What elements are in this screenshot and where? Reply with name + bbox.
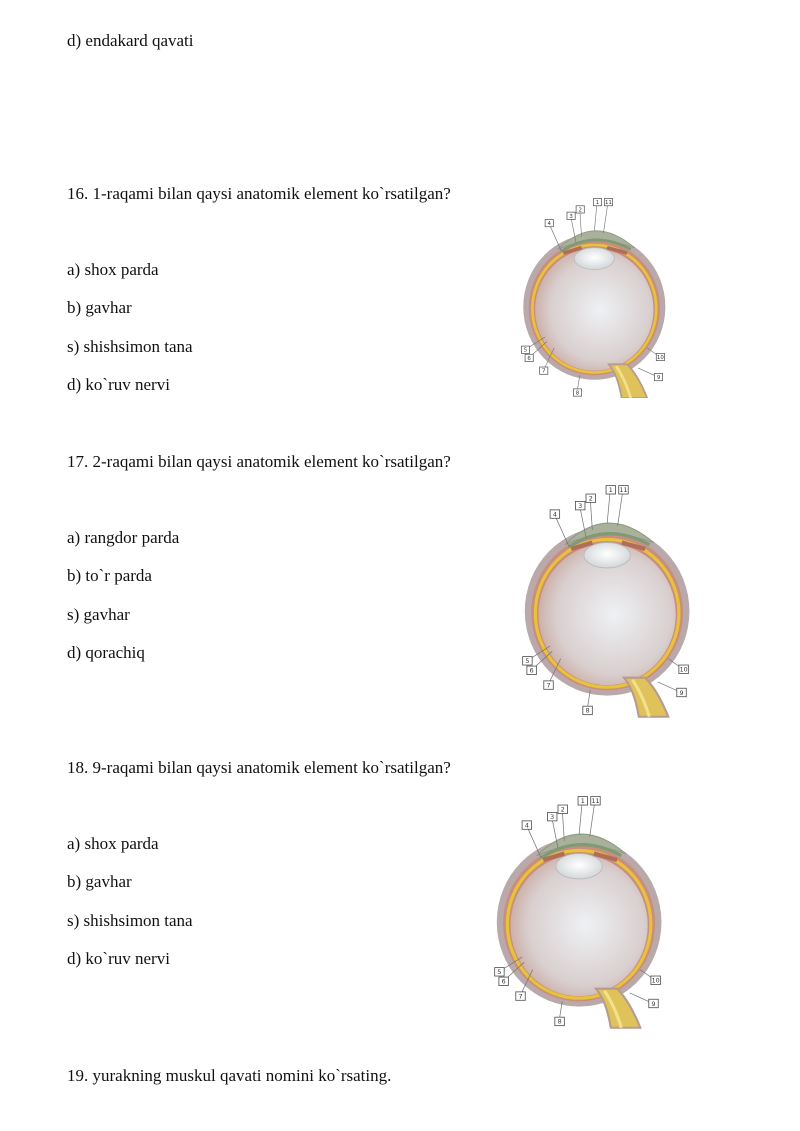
- svg-text:9: 9: [651, 1000, 656, 1008]
- svg-text:3: 3: [578, 502, 583, 510]
- diagram-label-11: [619, 486, 629, 495]
- diagram-label-9: [677, 688, 687, 697]
- svg-text:7: 7: [546, 682, 551, 690]
- q18-option-d: d) ko`ruv nervi: [67, 949, 170, 968]
- question-19: 19. yurakning muskul qavati nomini ko`rsating.: [67, 1066, 392, 1085]
- svg-text:8: 8: [575, 390, 580, 397]
- q18-option-b: b) gavhar: [67, 872, 132, 891]
- svg-text:9: 9: [656, 375, 661, 382]
- q16-option-d: d) ko`ruv nervi: [67, 375, 170, 394]
- diagram-label-9: [654, 373, 662, 381]
- q18-option-c: s) shishsimon tana: [67, 911, 193, 930]
- svg-text:10: 10: [651, 977, 660, 985]
- svg-text:3: 3: [550, 813, 555, 821]
- svg-text:8: 8: [585, 707, 590, 715]
- svg-text:2: 2: [560, 806, 565, 814]
- diagram-label-2: [586, 494, 596, 503]
- q17-option-b: b) to`r parda: [67, 566, 152, 585]
- q18-option-a: a) shox parda: [67, 834, 159, 853]
- q17-option-a: a) rangdor parda: [67, 528, 180, 547]
- question-18: 18. 9-raqami bilan qaysi anatomik element ko`rsatilgan?: [67, 758, 451, 777]
- diagram-label-10: [656, 353, 664, 361]
- diagram-label-6: [525, 354, 533, 362]
- diagram-label-1: [578, 797, 588, 806]
- svg-text:1: 1: [595, 200, 600, 207]
- eye-diagram-2: [510, 473, 700, 723]
- diagram-label-5: [495, 968, 505, 977]
- diagram-label-6: [499, 977, 509, 986]
- diagram-label-9: [649, 999, 659, 1008]
- svg-text:5: 5: [525, 658, 530, 666]
- svg-text:2: 2: [578, 207, 582, 214]
- svg-text:11: 11: [591, 798, 600, 806]
- diagram-label-11: [604, 198, 612, 206]
- svg-text:4: 4: [552, 511, 557, 519]
- svg-text:7: 7: [542, 368, 546, 375]
- eye-diagram-3: [482, 785, 672, 1033]
- svg-text:5: 5: [497, 969, 502, 977]
- svg-text:10: 10: [656, 355, 664, 362]
- diagram-label-7: [544, 681, 554, 690]
- q16-option-a: a) shox parda: [67, 260, 159, 279]
- svg-text:3: 3: [569, 213, 573, 220]
- diagram-label-7: [516, 992, 526, 1001]
- svg-text:5: 5: [523, 347, 528, 354]
- q16-option-c: s) shishsimon tana: [67, 337, 193, 356]
- diagram-label-3: [547, 812, 557, 821]
- question-17: 17. 2-raqami bilan qaysi anatomik element ko`rsatilgan?: [67, 452, 451, 471]
- prev-answer-option: d) endakard qavati: [67, 31, 194, 50]
- diagram-label-6: [527, 666, 537, 675]
- svg-text:6: 6: [529, 667, 534, 675]
- diagram-label-11: [591, 797, 601, 806]
- diagram-label-4: [522, 821, 532, 830]
- svg-text:1: 1: [608, 487, 613, 495]
- svg-text:8: 8: [557, 1018, 562, 1026]
- diagram-label-2: [558, 805, 568, 814]
- q16-option-b: b) gavhar: [67, 298, 132, 317]
- svg-text:1: 1: [580, 798, 585, 806]
- diagram-label-4: [545, 219, 553, 227]
- diagram-label-8: [573, 389, 581, 397]
- svg-text:4: 4: [524, 822, 529, 830]
- svg-text:9: 9: [679, 689, 684, 697]
- diagram-label-5: [523, 657, 533, 666]
- question-16: 16. 1-raqami bilan qaysi anatomik element ko`rsatilgan?: [67, 184, 451, 203]
- diagram-label-8: [583, 706, 593, 715]
- diagram-label-1: [593, 198, 601, 206]
- svg-text:6: 6: [527, 355, 531, 362]
- diagram-label-3: [575, 501, 585, 510]
- diagram-label-3: [567, 212, 575, 220]
- diagram-label-8: [555, 1017, 565, 1026]
- q17-option-c: s) gavhar: [67, 605, 130, 624]
- q17-option-d: d) qorachiq: [67, 643, 145, 662]
- diagram-label-5: [521, 346, 529, 354]
- svg-text:11: 11: [619, 487, 628, 495]
- diagram-label-1: [606, 486, 616, 495]
- svg-text:10: 10: [679, 666, 688, 674]
- svg-text:4: 4: [547, 221, 551, 228]
- eye-diagram-1: [510, 193, 675, 398]
- diagram-label-10: [651, 976, 661, 985]
- diagram-label-2: [576, 206, 584, 214]
- svg-text:7: 7: [518, 993, 523, 1001]
- svg-text:6: 6: [501, 978, 506, 986]
- diagram-label-4: [550, 510, 560, 519]
- diagram-label-10: [679, 665, 689, 674]
- svg-text:2: 2: [588, 495, 593, 503]
- svg-text:11: 11: [604, 200, 612, 207]
- diagram-label-7: [540, 367, 548, 375]
